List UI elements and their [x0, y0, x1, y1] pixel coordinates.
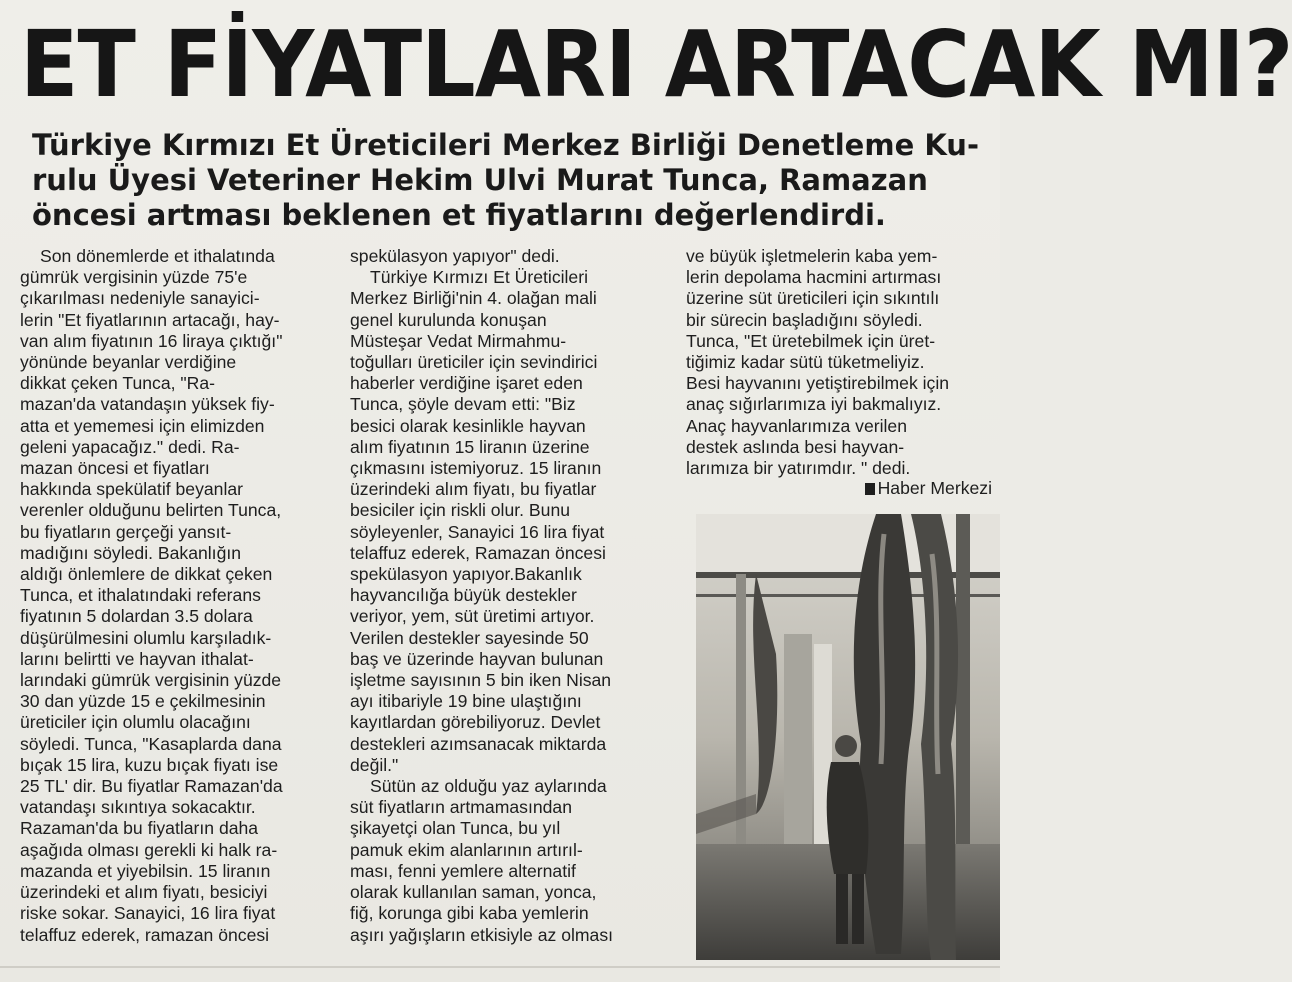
- article-line: hakkında spekülatif beyanlar: [20, 479, 243, 500]
- article-line: düşürülmesini olumlu karşıladık-: [20, 627, 272, 648]
- deck-line: öncesi artması beklenen et fiyatlarını değerlendirdi.: [32, 198, 886, 232]
- article-line: dikkat çeken Tunca, "Ra-: [20, 373, 215, 394]
- article-line: atta et yememesi için elimizden: [20, 415, 265, 436]
- article-line: çıkarılması nedeniyle sanayici-: [20, 288, 260, 309]
- article-line: Müsteşar Vedat Mirmahmu-: [350, 330, 567, 351]
- article-line: işletme sayısının 5 bin iken Nisan: [350, 670, 612, 691]
- article-line: ve büyük işletmelerin kaba yem-: [686, 246, 938, 266]
- article-line: Anaç hayvanlarımıza verilen: [686, 415, 908, 436]
- article-line: geleni yapacağız." dedi. Ra-: [20, 436, 240, 457]
- article-line: Tunca, "Et üretebilmek için üret-: [686, 330, 936, 351]
- article-line: söyledi. Tunca, "Kasaplarda dana: [20, 733, 282, 754]
- article-line: baş ve üzerinde hayvan bulunan: [350, 648, 604, 669]
- article-line: Tunca, şöyle devam etti: "Biz: [350, 394, 576, 415]
- article-line: pamuk ekim alanlarının artırıl-: [350, 839, 583, 860]
- article-line: hayvancılığa büyük destekler: [350, 585, 577, 606]
- article-line: üzerine süt üreticileri için sıkıntılı: [686, 288, 940, 309]
- article-line: fiğ, korunga gibi kaba yemlerin: [350, 903, 589, 924]
- article-line: alım fiyatının 15 liranın üzerine: [350, 436, 590, 457]
- article-line: destekleri azımsanacak miktarda: [350, 733, 607, 754]
- article-line: yönünde beyanlar verdiğine: [20, 352, 237, 373]
- bottom-rule: [0, 966, 1000, 968]
- article-line: 30 dan yüzde 15 e çekilmesinin: [20, 691, 266, 712]
- article-line: tiğimiz kadar sütü tüketmeliyiz.: [686, 352, 925, 373]
- article-line: aşırı yağışların etkisiyle az olması: [350, 924, 614, 945]
- article-line: lerin "Et fiyatlarının artacağı, hay-: [20, 309, 280, 330]
- article-line: aşağıda olması gerekli ki halk ra-: [20, 839, 278, 860]
- article-line: riske sokar. Sanayici, 16 lira fiyat: [20, 903, 276, 924]
- article-line: verenler olduğunu belirten Tunca,: [20, 500, 282, 521]
- article-column-1: [20, 246, 340, 946]
- slaughterhouse-photo: [696, 514, 1000, 960]
- article-line: van alım fiyatının 16 liraya çıktığı": [20, 330, 283, 351]
- article-line: olarak kullanılan saman, yonca,: [350, 882, 597, 903]
- article-line: spekülasyon yapıyor.Bakanlık: [350, 564, 582, 585]
- article-line: Tunca, et ithalatındaki referans: [20, 585, 261, 606]
- article-line: Razaman'da bu fiyatların daha: [20, 818, 259, 839]
- article-line: aldığı önlemlere de dikkat çeken: [20, 564, 273, 585]
- article-line: genel kurulunda konuşan: [350, 309, 547, 330]
- article-line: haberler verdiğine işaret eden: [350, 373, 583, 394]
- article-line: Son dönemlerde et ithalatında: [40, 246, 275, 266]
- article-line: fiyatının 5 dolardan 3.5 dolara: [20, 606, 253, 627]
- article-line: spekülasyon yapıyor" dedi.: [350, 246, 560, 266]
- article-line: ması, fenni yemlere alternatif: [350, 860, 576, 881]
- article-line: gümrük vergisinin yüzde 75'e: [20, 267, 248, 288]
- article-line: destek aslında besi hayvan-: [686, 436, 905, 457]
- article-line: bu fiyatların gerçeği yansıt-: [20, 521, 232, 542]
- article-column-2: [350, 246, 672, 946]
- article-line: üzerindeki et alım fiyatı, besiciyi: [20, 882, 268, 903]
- article-line: söyleyenler, Sanayici 16 lira fiyat: [350, 521, 605, 542]
- article-line: larını belirtti ve hayvan ithalat-: [20, 648, 254, 669]
- article-line: üreticiler için olumlu olacağını: [20, 712, 251, 733]
- article-line: besici olarak kesinlikle hayvan: [350, 415, 586, 436]
- article-line: telaffuz ederek, Ramazan öncesi: [350, 542, 606, 563]
- article-line: bıçak 15 lira, kuzu bıçak fiyatı ise: [20, 754, 279, 775]
- article-line: larındaki gümrük vergisinin yüzde: [20, 670, 282, 691]
- article-line: anaç sığırlarımıza iyi bakmalıyız.: [686, 394, 942, 415]
- article-line: toğulları üreticiler için sevindirici: [350, 352, 598, 373]
- article-line: Türkiye Kırmızı Et Üreticileri: [370, 267, 588, 288]
- article-line: Verilen destekler sayesinde 50: [350, 627, 589, 648]
- article-line: Sütün az olduğu yaz aylarında: [370, 776, 607, 797]
- deck-subheading: [32, 128, 982, 233]
- article-line: vatandaşı sıkıntıya sokacaktır.: [20, 797, 256, 818]
- article-line: bir sürecin başladığını söyledi.: [686, 309, 923, 330]
- article-line: mazanda et yiyebilsin. 15 liranın: [20, 860, 271, 881]
- article-line: kayıtlardan görebiliyoruz. Devlet: [350, 712, 601, 733]
- article-line: ayı itibariyle 19 bine ulaştığını: [350, 691, 582, 712]
- article-column-3: [686, 246, 994, 479]
- article-line: üzerindeki alım fiyatı, bu fiyatlar: [350, 479, 597, 500]
- byline: [865, 478, 992, 499]
- article-line: süt fiyatların artmamasından: [350, 797, 572, 818]
- article-line: besiciler için riskli olur. Bunu: [350, 500, 571, 521]
- article-line: mazan'da vatandaşın yüksek fiy-: [20, 394, 275, 415]
- byline-text: Haber Merkezi: [877, 478, 992, 498]
- article-line: şikayetçi olan Tunca, bu yıl: [350, 818, 561, 839]
- article-line: 25 TL' dir. Bu fiyatlar Ramazan'da: [20, 776, 283, 797]
- deck-line: Türkiye Kırmızı Et Üreticileri Merkez Birliği Denetleme Ku-: [32, 128, 979, 162]
- article-line: mazan öncesi et fiyatları: [20, 458, 210, 479]
- article-line: madığını söyledi. Bakanlığın: [20, 542, 242, 563]
- article-line: telaffuz ederek, ramazan öncesi: [20, 924, 270, 945]
- article-line: değil.": [350, 754, 399, 775]
- deck-line: rulu Üyesi Veteriner Hekim Ulvi Murat Tunca, Ramazan: [32, 163, 928, 197]
- article-line: çıkmasını istemiyoruz. 15 liranın: [350, 458, 602, 479]
- article-line: veriyor, yem, süt üretimi artıyor.: [350, 606, 595, 627]
- article-line: larımıza bir yatırımdır. " dedi.: [686, 458, 911, 479]
- article-line: Merkez Birliği'nin 4. olağan mali: [350, 288, 597, 309]
- article-line: lerin depolama hacmini artırması: [686, 267, 942, 288]
- headline: ET FİYATLARI ARTACAK MI?: [20, 11, 1292, 118]
- article-line: Besi hayvanını yetiştirebilmek için: [686, 373, 950, 394]
- byline-square-icon: [865, 483, 875, 495]
